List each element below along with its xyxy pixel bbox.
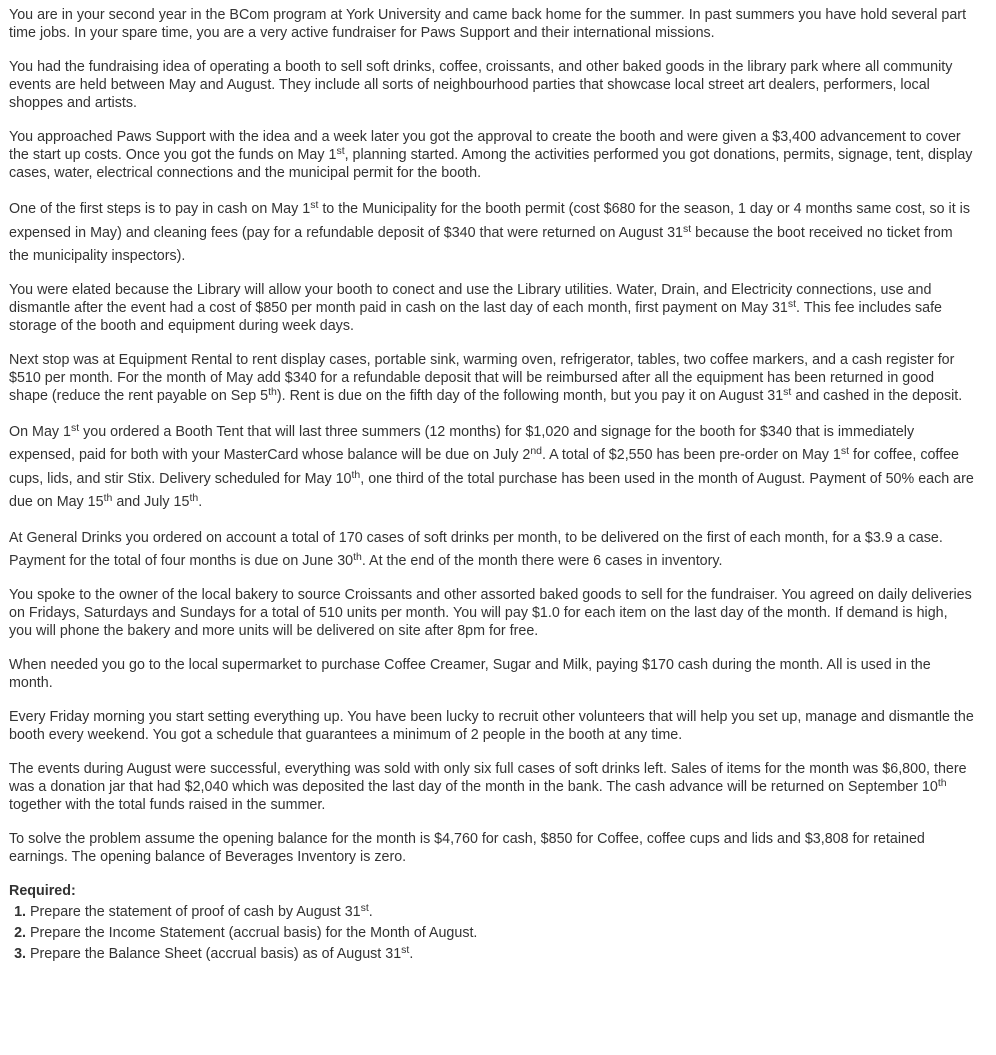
- paragraph-p9: [9, 586, 974, 640]
- text-segment: When needed you go to the local supermarket to purchase Coffee Creamer, Sugar and Milk, paying $170 cash during the month. All is used in the month.: [9, 656, 931, 691]
- text-segment: you ordered a Booth Tent that will last three summers (12 months) for $1,020 and signage for the booth for $340 that is immediately expensed, paid for both with your MasterCard whose balance will be due on July 2: [9, 423, 915, 463]
- paragraph-p5: [9, 281, 974, 335]
- text-segment: to the Municipality for the booth permit (cost $680 for the season, 1 day or 4 months same cost, so it is expensed in May) and cleaning fees (pay for a refundable deposit of $340 that were returned on August 31: [9, 201, 970, 241]
- paragraph-p11: [9, 708, 974, 744]
- text-segment: The events during August were successful, everything was sold with only six full cases of soft drinks left. Sales of items for the month was $6,800, there was a donation jar that had $2,040 which was deposited the last day of the month in the bank. The cash advance will be returned on September 10: [9, 760, 967, 795]
- paragraph-p2: [9, 58, 974, 112]
- ordinal-suffix: nd: [530, 445, 543, 457]
- paragraph-p1: [9, 6, 974, 42]
- paragraph-p10: [9, 656, 974, 692]
- text-segment: .: [198, 494, 203, 510]
- text-segment: Prepare the Income Statement (accrual basis) for the Month of August.: [30, 924, 478, 941]
- text-segment: Prepare the statement of proof of cash by August 31: [30, 903, 361, 920]
- text-segment: You were elated because the Library will allow your booth to conect and use the Library utilities. Water, Drain, and Electricity connections, use and dismantle after the event had a cost of $850 per month paid in cash on the last day of each month, first payment on May 31: [9, 281, 932, 316]
- text-segment: Prepare the Balance Sheet (accrual basis) as of August 31: [30, 945, 402, 962]
- required-section: [9, 882, 974, 965]
- paragraph-p12: [9, 760, 974, 814]
- paragraph-p13: [9, 830, 974, 866]
- ordinal-suffix: st: [401, 943, 410, 956]
- paragraph-p3: [9, 128, 974, 182]
- ordinal-suffix: th: [351, 468, 361, 481]
- text-segment: .: [409, 945, 414, 962]
- text-segment: One of the first steps is to pay in cash on May 1: [9, 201, 311, 217]
- paragraph-p7: [9, 421, 974, 515]
- text-segment: , one third of the total purchase has been used in the month of August. Payment of 50% each are due on May 15: [9, 470, 974, 510]
- text-segment: ). Rent is due on the fifth day of the following month, but you pay it on August 31: [276, 387, 784, 404]
- ordinal-suffix: th: [268, 385, 277, 398]
- paragraph-p8: [9, 527, 974, 574]
- text-segment: Next stop was at Equipment Rental to rent display cases, portable sink, warming oven, refrigerator, tables, two coffee markers, and a cash register for $510 per month. For the month of May add $340 for a refundable deposit that will be reimbursed after all the equipment has been returned in good shape (reduce the rent payable on Sep 5: [9, 351, 955, 404]
- ordinal-suffix: st: [840, 445, 850, 457]
- ordinal-suffix: st: [310, 199, 319, 211]
- text-segment: , planning started. Among the activities performed you got donations, permits, signage, tent, display cases, water, electrical connections and the municipal permit for the booth.: [9, 147, 973, 181]
- ordinal-suffix: th: [189, 492, 199, 504]
- text-segment: You approached Paws Support with the idea and a week later you got the approval to create the booth and were given a $3,400 advancement to cover the start up costs. Once you got the funds on May 1: [9, 129, 961, 163]
- required-item: [30, 923, 974, 944]
- ordinal-suffix: th: [103, 492, 113, 504]
- text-segment: You spoke to the owner of the local bakery to source Croissants and other assorted baked goods to sell for the fundraiser. You agreed on daily deliveries on Fridays, Saturdays and Sundays for a total of 510 units per month. You will pay $1.0 for each item on the last day of the month. If demand is high, you will phone the bakery and more units will be delivered on site after 8pm for free.: [9, 586, 972, 639]
- text-segment: .: [368, 903, 373, 920]
- ordinal-suffix: st: [683, 222, 692, 235]
- ordinal-suffix: th: [353, 551, 362, 563]
- ordinal-suffix: st: [787, 297, 797, 310]
- required-item: [30, 944, 974, 965]
- text-segment: . At the end of the month there were 6 cases in inventory.: [361, 553, 723, 569]
- text-segment: At General Drinks you ordered on account a total of 170 cases of soft drinks per month, to be delivered on the first of each month, for a $3.9 a case. Payment for the total of four months is due on June 30: [9, 529, 943, 569]
- text-segment: You had the fundraising idea of operating a booth to sell soft drinks, coffee, croissants, and other baked goods in the library park where all community events are held between May and August. They include all sorts of neighbourhood parties that showcase local street art dealers, performers, local shoppes and artists.: [9, 59, 953, 111]
- required-heading: Required:: [9, 882, 76, 899]
- required-item: [30, 902, 974, 923]
- ordinal-suffix: st: [336, 145, 345, 157]
- text-segment: for coffee, coffee cups, lids, and stir Stix. Delivery scheduled for May 10: [9, 447, 960, 487]
- paragraph-p6: [9, 351, 974, 405]
- text-segment: You are in your second year in the BCom program at York University and came back home for the summer. In past summers you have hold several part time jobs. In your spare time, you are a very active fundraiser for Paws Support and their international missions.: [9, 7, 967, 41]
- text-segment: To solve the problem assume the opening balance for the month is $4,760 for cash, $850 for Coffee, coffee cups and lids and $3,808 for retained earnings. The opening balance of Beverages Inventory is zero.: [9, 830, 925, 865]
- text-segment: . This fee includes safe storage of the booth and equipment during week days.: [9, 299, 942, 334]
- text-segment: and July 15: [112, 494, 190, 510]
- ordinal-suffix: th: [937, 776, 947, 789]
- ordinal-suffix: st: [783, 385, 792, 398]
- ordinal-suffix: st: [70, 421, 80, 434]
- text-segment: On May 1: [9, 423, 71, 440]
- text-segment: Every Friday morning you start setting everything up. You have been lucky to recruit other volunteers that will help you set up, manage and dismantle the booth every weekend. You got a schedule that guarantees a minimum of 2 people in the booth at any time.: [9, 708, 974, 743]
- required-list: [9, 902, 974, 965]
- text-segment: because the boot received no ticket from the municipality inspectors).: [9, 224, 953, 264]
- text-segment: and cashed in the deposit.: [791, 387, 963, 404]
- paragraph-p4: [9, 198, 974, 269]
- ordinal-suffix: st: [360, 901, 369, 914]
- text-segment: together with the total funds raised in the summer.: [9, 796, 326, 813]
- problem-paragraphs: [9, 6, 974, 866]
- text-segment: . A total of $2,550 has been pre-order on May 1: [542, 447, 841, 463]
